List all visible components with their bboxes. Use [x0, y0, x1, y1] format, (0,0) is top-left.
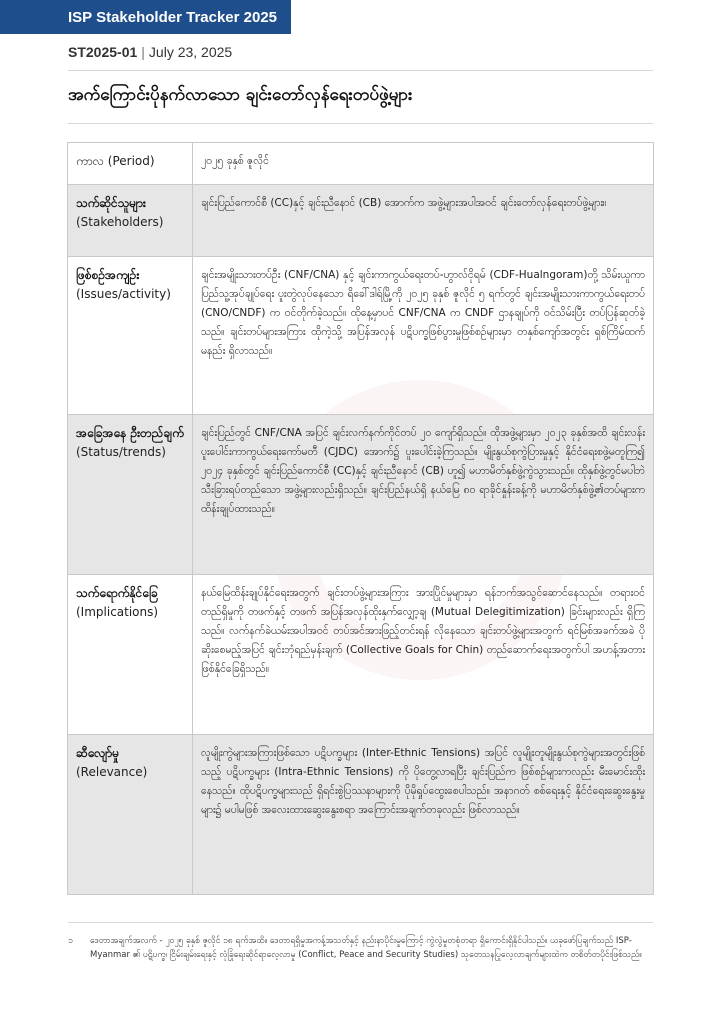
meta-separator: |	[141, 44, 145, 60]
row-label-en: (Status/trends)	[76, 445, 166, 459]
row-label-en: (Issues/activity)	[76, 287, 171, 301]
row-value: နယ်မြေထိန်းချုပ်နိုင်ရေးအတွက် ချင်းတပ်ဖွဲ့များအကြား အားပြိုင်မှုများမှာ ရန်ဘက်အသွင်ဆောင်နေသည်။ တရားဝင်တည်ရှိမှုကို တဖက်နှင့် တဖက် အပြန်အလှန်ထိုးနှက်လျှော့ချ (Mutual Delegitimization) ခြင်းများလည်း ရှိကြသည်။ လက်နက်ခဲယမ်းအပါအဝင် တပ်အင်အားဖြည့်တင်းရန် လိုနေသော ချင်းတပ်ဖွဲ့များအတွက် ရင်မြစ်အခက်အခဲ ပိုဆိုးစေမည့်အပြင် ချင်းဘုံရည်မှန်းချက် (Collective Goals for Chin) တည်ဆောက်ရေးအတွက်ပါ အဟန့်အတားဖြစ်နိုင်ခြေရှိသည်။	[193, 575, 654, 735]
footnote-number: ၁	[68, 936, 73, 946]
document-date: July 23, 2025	[148, 44, 233, 60]
brand-banner	[0, 0, 291, 34]
row-label: သက်ဆိုင်သူများ	[76, 196, 146, 210]
brand-title: ISP Stakeholder Tracker 2025	[68, 8, 278, 26]
row-value: လူမျိုးကွဲများအကြားဖြစ်သော ပဋိပက္ခများ (Inter-Ethnic Tensions) အပြင် လူမျိုးတူမျိုးနွယ်စုကွဲများအတွင်းဖြစ်သည့် ပဋိပက္ခများ (Intra-Ethnic Tensions) ကို ပိုတွေ့လာရပြီး ချင်းပြည်က ဖြစ်စဉ်များကလည်း မီးမောင်းထိုးနေသည်။ ထိုပဋိပက္ခများသည် ရှိရင်းစွဲပြဿနာများကို ပိုမိုရှုပ်ထွေးစေပါသည်။ အနာဂတ် စစ်ရေးနှင့် နိုင်ငံရေးဆွေးနွေးမှုများ၌ မပါမဖြစ် အလေးထားဆွေးနွေးစရာ အကြောင်းအချက်တခုလည်း ဖြစ်လာသည်။	[193, 735, 654, 895]
row-status	[68, 415, 654, 575]
row-label: ဖြစ်စဉ်အကျဉ်း	[76, 268, 140, 282]
title-divider	[68, 123, 653, 124]
row-label-en: (Relevance)	[76, 765, 148, 779]
row-label-cell	[68, 575, 193, 735]
page-title: အက်ကြောင်းပိုနက်လာသော ချင်းတော်လှန်ရေးတပ်ဖွဲ့များ	[68, 85, 413, 105]
row-label-en: (Stakeholders)	[76, 215, 164, 229]
row-label-cell	[68, 185, 193, 257]
row-issues	[68, 257, 654, 415]
row-stakeholders	[68, 185, 654, 257]
row-label: အခြေအနေ ဦးတည်ချက်	[76, 426, 184, 440]
row-label: သက်ရောက်နိုင်ခြေ	[76, 586, 158, 600]
row-label-cell	[68, 735, 193, 895]
row-label-en: (Period)	[107, 154, 155, 168]
row-label-cell	[68, 143, 193, 185]
header-divider	[68, 70, 653, 71]
footnote-text: ဒေတာအချက်အလက် - ၂၀၂၅ ခုနှစ် ဇူလိုင် ၁၈ ရက်အထိ။ ဒေတာရရှိမှုအကန့်အသတ်နှင့် နည်းနာပိုင်းမှုကြောင့် ကွဲလွဲမှုတစုံတရာ ရှိကောင်းရှိနိုင်ပါသည်။ ယခုဖော်ပြချက်သည် ISP-Myanmar ၏ ပဋိပက္ခ၊ ငြိမ်းချမ်းရေးနှင့် လုံခြုံရေးဆိုင်ရာလေ့လာမှု (Conflict, Peace and Security Studies) သုတေသနပြုလေ့လာချက်များထဲက တစိတ်တပိုင်းဖြစ်သည်။	[90, 936, 642, 960]
row-period	[68, 143, 654, 185]
row-value: ၂၀၂၅ ခုနှစ် ဇူလိုင်	[193, 143, 654, 185]
tracker-table	[67, 142, 654, 895]
footnote-divider	[68, 922, 653, 923]
row-relevance	[68, 735, 654, 895]
row-label: ကာလ	[76, 154, 104, 168]
footnote	[68, 934, 653, 962]
row-label-cell	[68, 415, 193, 575]
document-id: ST2025-01	[68, 44, 138, 60]
row-value: ချင်းအမျိုးသားတပ်ဦး (CNF/CNA) နှင့် ချင်းကာကွယ်ရေးတပ်-ဟွာလ်ငိုရမ် (CDF-Hualngoram)တို့ သိမ်းယူကာ ပြည်သူ့အုပ်ချုပ်ရေး ပူးတွဲလုပ်နေသော ရိခေါ်ဒါရ်မြို့ကို ၂၀၂၅ ခုနှစ် ဇူလိုင် ၅ ရက်တွင် ချင်းအမျိုးသားကာကွယ်ရေးတပ် (CNO/CNDF) က ဝင်တိုက်ခဲ့သည်။ ထိုနေ့မှာပင် CNF/CNA က CNDF ဌာနချုပ်ကို ဝင်သိမ်းပြီး တပ်ပြန်ဆုတ်ခဲ့သည်။ ချင်းတပ်များအကြား ထိုကဲ့သို့ အပြန်အလှန် ပဋိပက္ခဖြစ်ပွားမှုဖြစ်စဉ်များမှာ တနှစ်ကျော်အတွင်း ရှစ်ကြိမ်ထက်မနည်း ရှိလာသည်။	[193, 257, 654, 415]
row-label: ဆီလျော်မှု	[76, 746, 120, 760]
row-value: ချင်းပြည်တွင် CNF/CNA အပြင် ချင်းလက်နက်ကိုင်တပ် ၂၀ ကျော်ရှိသည်။ ထိုအဖွဲ့များမှာ ၂၀၂၃ ခုနှစ်အထိ ချင်းလန်းပူးပေါင်းကာကွယ်ရေးကော်မတီ (CJDC) အောက်၌ ပူးပေါင်းခဲ့ကြသည်။ မျိုးနွယ်စုကွဲပြားမှုနှင့် နိုင်ငံရေးစဖွဲ့မတူကြ၍ ၂၀၂၄ ခုနှစ်တွင် ချင်းပြည်ကောင်စီ (CC)နှင့် ချင်းညီနောင် (CB) ဟူ၍ မဟာမိတ်နှစ်ဖွဲ့ကွဲသွားသည်။ ထိုနှစ်ဖွဲ့တွင်မပါဘဲ သီးခြားရပ်တည်သော အဖွဲ့များလည်းရှိသည်။ ချင်းပြည်နယ်ရှိ နယ်မြေ ၈၀ ရာခိုင်နှုန်းခန့်ကို မဟာမိတ်နှစ်ဖွဲ့၏တပ်များက ထိန်းချုပ်ထားသည်။	[193, 415, 654, 575]
row-implications	[68, 575, 654, 735]
row-value: ချင်းပြည်ကောင်စီ (CC)နှင့် ချင်းညီနောင် (CB) အောက်က အဖွဲ့များအပါအဝင် ချင်းတော်လှန်ရေးတပ်ဖွဲ့များ။	[193, 185, 654, 257]
row-label-cell	[68, 257, 193, 415]
document-meta	[68, 44, 232, 60]
row-label-en: (Implications)	[76, 605, 159, 619]
